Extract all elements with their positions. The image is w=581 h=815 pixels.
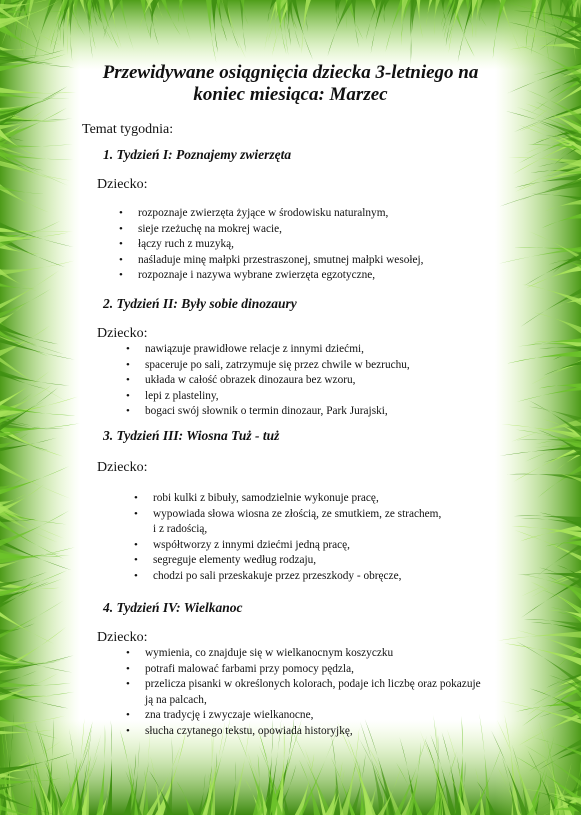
week-4-child-label: Dziecko: <box>97 630 148 645</box>
list-item: • zna tradycję i zwyczaje wielkanocne, <box>145 708 481 724</box>
list-item: • potrafi malować farbami przy pomocy pędzla, <box>145 662 481 678</box>
week-2-child-label: Dziecko: <box>97 326 148 341</box>
title-line-1: Przewidywane osiągnięcia dziecka 3-letniego na <box>102 62 479 83</box>
list-item: • spaceruje po sali, zatrzymuje się przez chwile w bezruchu, <box>145 358 410 374</box>
list-item: • segreguje elementy według rodzaju, <box>153 553 441 569</box>
week-3-heading: 3. Tydzień III: Wiosna Tuż - tuż <box>103 428 280 443</box>
list-item: • lepi z plasteliny, <box>145 389 410 405</box>
title-line-2: koniec miesiąca: Marzec <box>193 84 388 105</box>
list-item: • łączy ruch z muzyką, <box>138 237 423 253</box>
week-3-child-label: Dziecko: <box>97 460 148 475</box>
page-title <box>60 62 521 106</box>
week-2-heading: 2. Tydzień II: Były sobie dinozaury <box>103 296 297 311</box>
list-item: • robi kulki z bibuły, samodzielnie wykonuje pracę, <box>153 491 441 507</box>
week-3-list <box>153 491 441 584</box>
list-item: • nawiązuje prawidłowe relacje z innymi dziećmi, <box>145 342 410 358</box>
list-item: • naśladuje minę małpki przestraszonej, smutnej małpki wesołej, <box>138 253 423 269</box>
week-1-list <box>138 206 423 284</box>
list-item: • przelicza pisanki w określonych kolorach, podaje ich liczbę oraz pokazuje ją na palcach, <box>145 677 481 708</box>
week-4-heading: 4. Tydzień IV: Wielkanoc <box>103 600 243 615</box>
list-item: • rozpoznaje i nazywa wybrane zwierzęta egzotyczne, <box>138 268 423 284</box>
list-item: • słucha czytanego tekstu, opowiada historyjkę, <box>145 724 481 740</box>
list-item: • sieje rzeżuchę na mokrej wacie, <box>138 222 423 238</box>
list-item: • wymienia, co znajduje się w wielkanocnym koszyczku <box>145 646 481 662</box>
list-item: • układa w całość obrazek dinozaura bez wzoru, <box>145 373 410 389</box>
list-item: • współtworzy z innymi dziećmi jedną pracę, <box>153 538 441 554</box>
week-1-child-label: Dziecko: <box>97 177 148 192</box>
list-item: • wypowiada słowa wiosna ze złością, ze smutkiem, ze strachem, i z radością, <box>153 507 441 538</box>
week-1-heading: 1. Tydzień I: Poznajemy zwierzęta <box>103 147 292 162</box>
week-4-list <box>145 646 481 739</box>
list-item: • chodzi po sali przeskakuje przez przeszkody - obręcze, <box>153 569 441 585</box>
list-item: • rozpoznaje zwierzęta żyjące w środowisku naturalnym, <box>138 206 423 222</box>
week-2-list <box>145 342 410 420</box>
list-item: • bogaci swój słownik o termin dinozaur, Park Jurajski, <box>145 404 410 420</box>
theme-label: Temat tygodnia: <box>82 122 174 137</box>
